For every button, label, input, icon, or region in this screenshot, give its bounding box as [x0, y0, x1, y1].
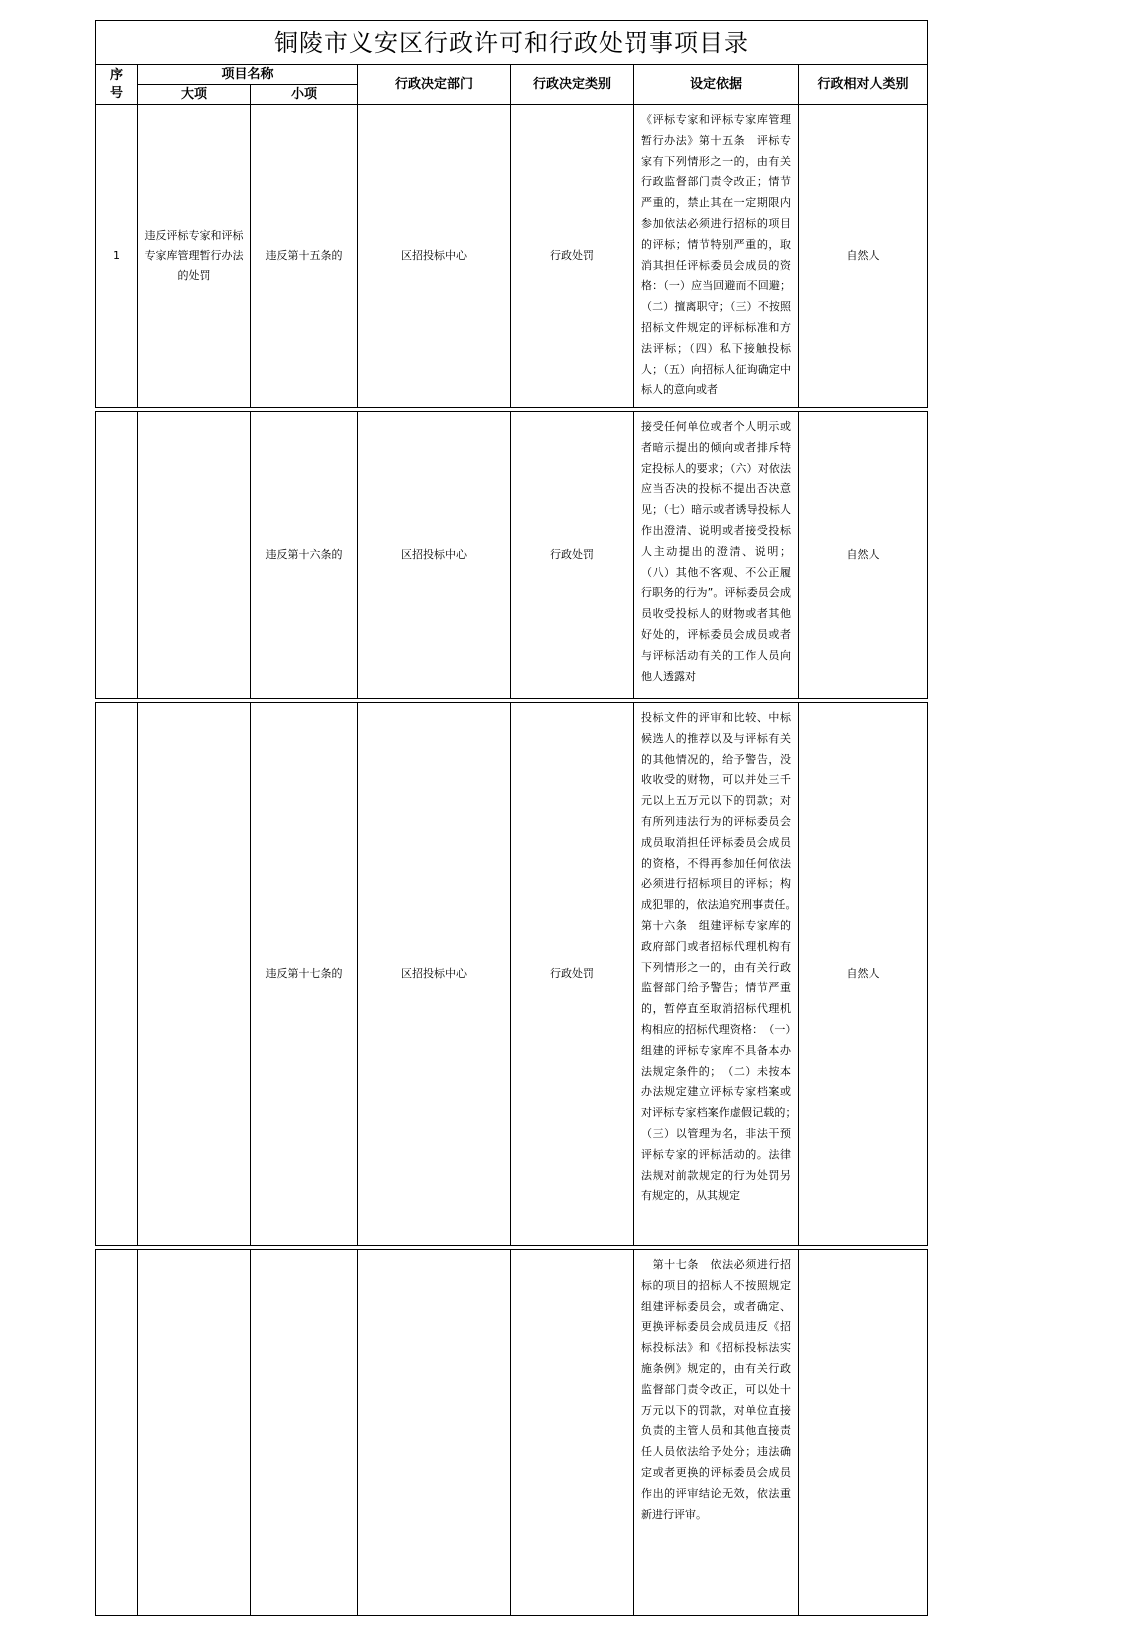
row-department: 区招投标中心 [358, 703, 511, 1246]
page-title: 铜陵市义安区行政许可和行政处罚事项目录 [96, 21, 928, 65]
header-item-name: 项目名称 [138, 65, 358, 85]
row-basis: 第十七条 依法必须进行招标的项目的招标人不按照规定组建评标委员会，或者确定、更换评标委员会成员违反《招标投标法》和《招标投标法实施条例》规定的，由有关行政监督部门责令改正，可以处十万元以下的罚款，对单位直接负责的主管人员和其他直接责任人员依法给予处分；违法确定或者更换的评标委员会成员作出的评审结论无效，依法重新进行评审。 [634, 1250, 799, 1616]
row-minor: 违反第十六条的 [251, 412, 358, 699]
row-major [138, 703, 251, 1246]
row-department: 区招投标中心 [358, 412, 511, 699]
row-category: 行政处罚 [511, 412, 634, 699]
header-basis: 设定依据 [634, 65, 799, 105]
header-category: 行政决定类别 [511, 65, 634, 105]
row-basis: 《评标专家和评标专家库管理暂行办法》第十五条 评标专家有下列情形之一的，由有关行政监督部门责令改正；情节严重的，禁止其在一定期限内参加依法必须进行招标的项目的评标；情节特别严重的，取消其担任评标委员会成员的资格：（一）应当回避而不回避；（二）擅离职守；（三）不按照招标文件规定的评标标准和方法评标；（四）私下接触投标人；（五）向招标人征询确定中标人的意向或者 [634, 105, 799, 408]
row-counterpart: 自然人 [799, 105, 928, 408]
table-row [96, 105, 928, 408]
header-minor: 小项 [251, 85, 358, 105]
row-minor: 违反第十五条的 [251, 105, 358, 408]
row-category [511, 1250, 634, 1616]
row-department: 区招投标中心 [358, 105, 511, 408]
row-seq: 1 [96, 105, 138, 408]
header-major: 大项 [138, 85, 251, 105]
row-category: 行政处罚 [511, 703, 634, 1246]
table-row [96, 703, 928, 1246]
row-major: 违反评标专家和评标专家库管理暂行办法的处罚 [138, 105, 251, 408]
table-row [96, 412, 928, 699]
catalog-table-frame [95, 20, 927, 1616]
row-category: 行政处罚 [511, 105, 634, 408]
row-minor: 违反第十七条的 [251, 703, 358, 1246]
row-seq [96, 1250, 138, 1616]
row-major [138, 412, 251, 699]
catalog-table [95, 20, 928, 1616]
row-counterpart: 自然人 [799, 703, 928, 1246]
row-minor [251, 1250, 358, 1616]
row-basis: 接受任何单位或者个人明示或者暗示提出的倾向或者排斥特定投标人的要求；（六）对依法应当否决的投标不提出否决意见；（七）暗示或者诱导投标人作出澄清、说明或者接受投标人主动提出的澄清、说明；（八）其他不客观、不公正履行职务的行为”。评标委员会成员收受投标人的财物或者其他好处的，评标委员会成员或者与评标活动有关的工作人员向他人透露对 [634, 412, 799, 699]
row-major [138, 1250, 251, 1616]
row-counterpart: 自然人 [799, 412, 928, 699]
row-counterpart [799, 1250, 928, 1616]
table-row [96, 1250, 928, 1616]
header-department: 行政决定部门 [358, 65, 511, 105]
header-counterpart: 行政相对人类别 [799, 65, 928, 105]
row-seq [96, 412, 138, 699]
row-seq [96, 703, 138, 1246]
row-basis: 投标文件的评审和比较、中标候选人的推荐以及与评标有关的其他情况的，给予警告，没收收受的财物，可以并处三千元以上五万元以下的罚款；对有所列违法行为的评标委员会成员取消担任评标委员会成员的资格，不得再参加任何依法必须进行招标项目的评标；构成犯罪的，依法追究刑事责任。 第十六条 组建评标专家库的政府部门或者招标代理机构有下列情形之一的，由有关行政监督部门给予警告；情节严重的，暂停直至取消招标代理机构相应的招标代理资格： （一）组建的评标专家库不具备本办法规定条件的； （二）未按本办法规定建立评标专家档案或对评标专家档案作虚假记载的； （三）以管理为名，非法干预评标专家的评标活动的。法律法规对前款规定的行为处罚另有规定的，从其规定 [634, 703, 799, 1246]
row-department [358, 1250, 511, 1616]
header-seq: 序号 [96, 65, 138, 105]
